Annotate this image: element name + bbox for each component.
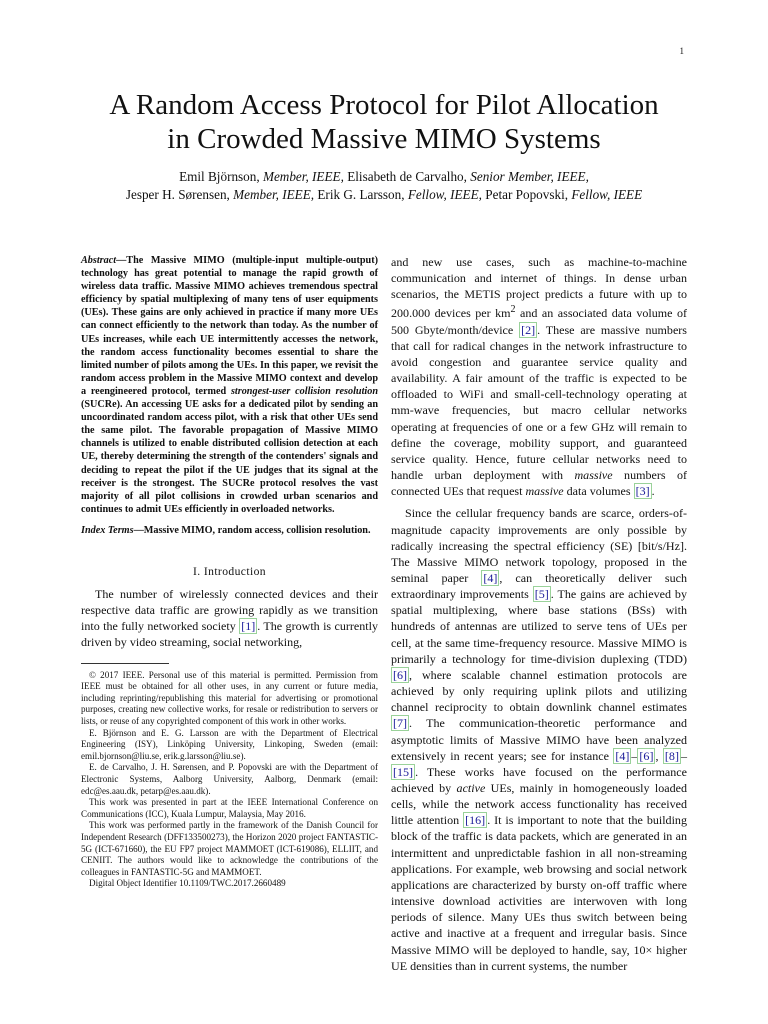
citation-link[interactable]: [7] bbox=[393, 716, 408, 731]
author-name: Elisabeth de Carvalho, bbox=[343, 169, 471, 184]
footnote-conference: This work was presented in part at the IEEE International Conference on Communications (ICC), Kuala Lumpur, Malaysia, May 2016. bbox=[81, 797, 378, 819]
abstract-text: —The Massive MIMO (multiple-input multiple-output) technology has great potential to manage the rapid growth of wireless data traffic. Massive MIMO achieves tremendous spectral efficiency by spatial multiplexing of many tens of user equipments (UEs). These gains are only achieved in practice if many more UEs can connect efficiently to the network than today. As the number of UEs increases, while each UE intermittently accesses the network, the random access functionality becomes essential to share the limited number of pilots among the UEs. In this paper, we revisit the random access problem in the Massive MIMO context and develop a reengineered protocol, termed bbox=[81, 255, 378, 397]
right-column bbox=[391, 254, 687, 974]
citation-link[interactable]: [4] bbox=[483, 570, 498, 585]
author-line-2 bbox=[0, 186, 768, 204]
paragraph-text: , bbox=[655, 748, 663, 763]
abstract-lead: Abstract bbox=[81, 255, 117, 266]
paragraph-text: . It is important to note that the building block of the traffic is data packets, which are generated in an intermittent and unpredictable fashion in all non-streaming applications. For example, web browsing and social network applications are characterized by bursty on-off traffic where intensive download activities are interwoven with long periods of silence. Many UEs thus switch between being active and inactive at a frequent and irregular basis. Since Massive MIMO will be deployed to handle, say, 10× higher UE densities than in current systems, the number bbox=[391, 813, 687, 973]
citation-link[interactable]: [5] bbox=[534, 587, 549, 602]
author-name: Erik G. Larsson, bbox=[314, 187, 408, 202]
paragraph-text: . bbox=[651, 484, 655, 499]
paragraph-text: – bbox=[680, 748, 687, 763]
author-list bbox=[0, 168, 768, 204]
footnote-affiliation: E. Björnson and E. G. Larsson are with the Department of Electrical Engineering (ISY), Linköping University, Linkoping, Sweden (email: emil.bjornson@liu.se, erik.g.larsson@liu.se). bbox=[81, 727, 378, 761]
paragraph-text: . The gains are achieved by spatial multiplexing, where base stations (BSs) with hundreds of antennas are utilized to serve tens of UEs per cell, at the same time-frequency resource. Massive MIMO is primarily a technology for time-division duplexing (TDD) bbox=[391, 587, 687, 666]
citation-link[interactable]: [6] bbox=[639, 748, 654, 763]
paragraph-text: . The communication-theoretic performance and asymptotic limits of Massive MIMO have been analyzed extensively in recent years; see for instance bbox=[391, 716, 687, 763]
footnote-funding: This work was performed partly in the framework of the Danish Council for Independent Research (DFF133500273), the Horizon 2020 project FANTASTIC-5G (ICT-671660), the EU FP7 project MAMMOET (ICT-619086), ELLIIT, and CENIIT. The authors would like to acknowledge the contributions of the colleagues in FANTASTIC-5G and MAMMOET. bbox=[81, 820, 378, 877]
footnote-divider bbox=[81, 663, 169, 664]
body-paragraph bbox=[391, 505, 687, 974]
page-number: 1 bbox=[679, 46, 684, 56]
abstract-term: strongest-user collision resolution bbox=[230, 385, 378, 397]
author-role: Member, IEEE, bbox=[262, 169, 344, 184]
citation-link[interactable]: [3] bbox=[635, 484, 650, 499]
body-paragraph bbox=[391, 254, 687, 499]
paragraph-text: – bbox=[631, 748, 638, 763]
paragraph-text: Since the cellular frequency bands are scarce, orders-of-magnitude capacity improvements are only possible by radically increasing the spectral efficiency (SE) [bit/s/Hz]. The Massive MIMO network topology, proposed in the seminal paper bbox=[391, 506, 687, 585]
abstract-text: (SUCRe). An accessing UE asks for a dedicated pilot by sending an uncoordinated random access pilot, with a risk that other UEs send the same pilot. The favorable propagation of Massive MIMO channels is utilized to enable distributed collision detection at each UE, thereby determining the strength of the contenders' signals and deciding to repeat the pilot if the UE judges that its signal at the receiver is the strongest. The SUCRe protocol resolves the vast majority of all pilot collisions in crowded urban scenarios and continues to admit UEs efficiently in overloaded networks. bbox=[81, 399, 378, 515]
title-line-2: in Crowded Massive MIMO Systems bbox=[167, 123, 601, 155]
author-name: Emil Björnson, bbox=[179, 169, 263, 184]
footnote-doi: Digital Object Identifier 10.1109/TWC.2017.2660489 bbox=[89, 878, 286, 889]
paragraph-text: . The growth is currently driven by video streaming, social networking, bbox=[81, 619, 378, 650]
author-name: Petar Popovski, bbox=[481, 187, 572, 202]
paragraph-text: and an associated data volume of 500 Gbyte/month/device bbox=[391, 306, 687, 337]
citation-link[interactable]: [4] bbox=[615, 748, 630, 763]
paragraph-text: . These are massive numbers that call for radical changes in the network infrastructure to avoid congestion and guarantee service quality and availability. A fair amount of the traffic is expected to be offloaded to WiFi and small-cell-technology operating at mm-wave frequencies, but macro cellular networks operating at frequencies of one or a few GHz will remain to define the coverage, mobility support, and guaranteed service quality. Hence, future cellular networks need to handle urban deployment with bbox=[391, 322, 687, 483]
footnote-affiliation: E. de Carvalho, J. H. Sørensen, and P. Popovski are with the Department of Electronic Systems, Aalborg University, Aalborg, Denmark (email: edc@es.aau.dk, petarp@es.aau.dk). bbox=[81, 762, 378, 796]
left-column bbox=[81, 254, 378, 890]
paragraph-text: , can theoretically deliver such extraordinary improvements bbox=[391, 570, 687, 602]
author-name: Jesper H. Sørensen, bbox=[125, 187, 234, 202]
emphasis: massive bbox=[525, 484, 564, 499]
citation-link[interactable]: [1] bbox=[241, 619, 256, 634]
author-role: Member, IEEE, bbox=[233, 187, 315, 202]
title-line-1: A Random Access Protocol for Pilot Allocation bbox=[109, 89, 659, 121]
citation-link[interactable]: [6] bbox=[393, 667, 408, 682]
emphasis: massive bbox=[574, 468, 613, 483]
author-line-1 bbox=[0, 168, 768, 186]
intro-paragraph bbox=[81, 586, 378, 651]
author-role: Fellow, IEEE bbox=[571, 187, 643, 202]
footnote-copyright: © 2017 IEEE. Personal use of this material is permitted. Permission from IEEE must be obtained for all other uses, in any current or future media, including reprinting/republishing this material for advertising or promotional purposes, creating new collective works, for resale or redistribution to servers or lists, or reuse of any copyrighted component of this work in other works. bbox=[81, 669, 378, 726]
paragraph-text: and new use cases, such as machine-to-machine communication and internet of things. In dense urban scenarios, the METIS project predicts a future with up to 200.000 devices per km bbox=[391, 255, 687, 321]
index-terms-text: —Massive MIMO, random access, collision resolution. bbox=[133, 524, 371, 536]
paragraph-text: The number of wirelessly connected devices and their respective data traffic are growing rapidly as we transition into the fully networked society bbox=[81, 586, 378, 634]
author-role: Senior Member, IEEE, bbox=[470, 169, 589, 184]
citation-link[interactable]: [16] bbox=[465, 813, 486, 828]
citation-link[interactable]: [2] bbox=[521, 322, 536, 337]
paragraph-text: data volumes bbox=[563, 484, 634, 499]
paragraph-text: , where scalable channel estimation protocols are achieved by only requiring uplink pilots and utilizing channel reciprocity to obtain downlink channel estimates bbox=[391, 667, 687, 715]
section-heading: I. Introduction bbox=[193, 564, 266, 578]
paragraph-text: numbers of connected UEs that request bbox=[391, 468, 687, 499]
index-terms-lead: Index Terms bbox=[81, 524, 134, 536]
index-terms bbox=[81, 524, 378, 537]
emphasis: active bbox=[456, 781, 486, 796]
paragraph-text: . These works have focused on the performance achieved by bbox=[391, 764, 687, 796]
superscript: 2 bbox=[510, 304, 516, 316]
abstract bbox=[81, 254, 378, 516]
paper-title bbox=[0, 88, 768, 156]
citation-link[interactable]: [15] bbox=[393, 764, 414, 779]
paragraph-text: UEs, mainly in homogeneously loaded cells, while the network access functionality has received little attention bbox=[391, 781, 687, 828]
citation-link[interactable]: [8] bbox=[664, 748, 679, 763]
author-role: Fellow, IEEE, bbox=[407, 187, 482, 202]
